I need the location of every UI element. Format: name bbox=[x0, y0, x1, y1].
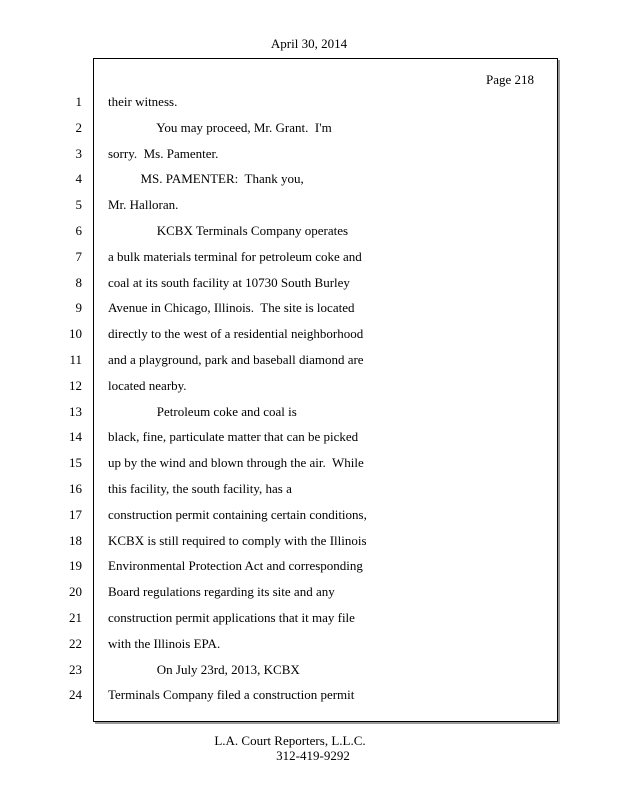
line-number: 2 bbox=[75, 120, 82, 135]
line-number: 12 bbox=[69, 378, 82, 393]
transcript-line: sorry. Ms. Pamenter. bbox=[108, 146, 219, 161]
line-number: 17 bbox=[69, 507, 82, 522]
transcript-line: with the Illinois EPA. bbox=[108, 636, 221, 651]
line-number: 11 bbox=[69, 352, 82, 367]
line-number: 5 bbox=[75, 197, 82, 212]
transcript-line: black, fine, particulate matter that can be picked bbox=[108, 429, 359, 444]
line-number: 14 bbox=[69, 429, 82, 444]
transcript-line: directly to the west of a residential neighborhood bbox=[108, 326, 364, 341]
line-number: 21 bbox=[69, 610, 82, 625]
line-number: 24 bbox=[69, 687, 82, 702]
transcript-line: You may proceed, Mr. Grant. I'm bbox=[108, 120, 332, 135]
line-number: 15 bbox=[69, 455, 82, 470]
transcript-line: Terminals Company filed a construction permit bbox=[108, 687, 355, 702]
line-number: 4 bbox=[75, 171, 82, 186]
line-number: 19 bbox=[69, 558, 82, 573]
line-number: 18 bbox=[69, 533, 82, 548]
transcript-line: Mr. Halloran. bbox=[108, 197, 179, 212]
transcript-line: MS. PAMENTER: Thank you, bbox=[108, 171, 304, 186]
transcript-line: KCBX Terminals Company operates bbox=[108, 223, 349, 238]
transcript-line: and a playground, park and baseball diamond are bbox=[108, 352, 364, 367]
transcript-line: Petroleum coke and coal is bbox=[108, 404, 297, 419]
transcript-line: Avenue in Chicago, Illinois. The site is located bbox=[108, 300, 355, 315]
header-date: April 30, 2014 bbox=[270, 36, 348, 51]
line-number: 8 bbox=[75, 275, 82, 290]
transcript-line: Board regulations regarding its site and any bbox=[108, 584, 335, 599]
transcript-line: this facility, the south facility, has a bbox=[108, 481, 292, 496]
transcript-line: located nearby. bbox=[108, 378, 187, 393]
line-number: 20 bbox=[69, 584, 82, 599]
transcript-line: a bulk materials terminal for petroleum coke and bbox=[108, 249, 362, 264]
line-number: 10 bbox=[69, 326, 82, 341]
line-number: 9 bbox=[75, 300, 82, 315]
footer-company: L.A. Court Reporters, L.L.C. bbox=[214, 733, 366, 748]
line-number: 13 bbox=[69, 404, 82, 419]
transcript-line: their witness. bbox=[108, 94, 178, 109]
line-number: 16 bbox=[69, 481, 82, 496]
transcript-line: up by the wind and blown through the air. While bbox=[108, 455, 364, 470]
line-number: 1 bbox=[75, 94, 82, 109]
line-number: 6 bbox=[75, 223, 82, 238]
transcript-line: construction permit applications that it may file bbox=[108, 610, 355, 625]
footer-phone: 312-419-9292 bbox=[276, 748, 350, 763]
line-number: 23 bbox=[69, 662, 82, 677]
line-number: 3 bbox=[75, 146, 82, 161]
transcript-line: KCBX is still required to comply with the Illinois bbox=[108, 533, 367, 548]
page-number: Page 218 bbox=[485, 72, 534, 87]
line-number: 7 bbox=[75, 249, 82, 264]
line-number: 22 bbox=[69, 636, 82, 651]
transcript-line: construction permit containing certain conditions, bbox=[108, 507, 367, 522]
transcript-line: coal at its south facility at 10730 South Burley bbox=[108, 275, 350, 290]
transcript-line: On July 23rd, 2013, KCBX bbox=[108, 662, 300, 677]
transcript-line: Environmental Protection Act and corresponding bbox=[108, 558, 363, 573]
